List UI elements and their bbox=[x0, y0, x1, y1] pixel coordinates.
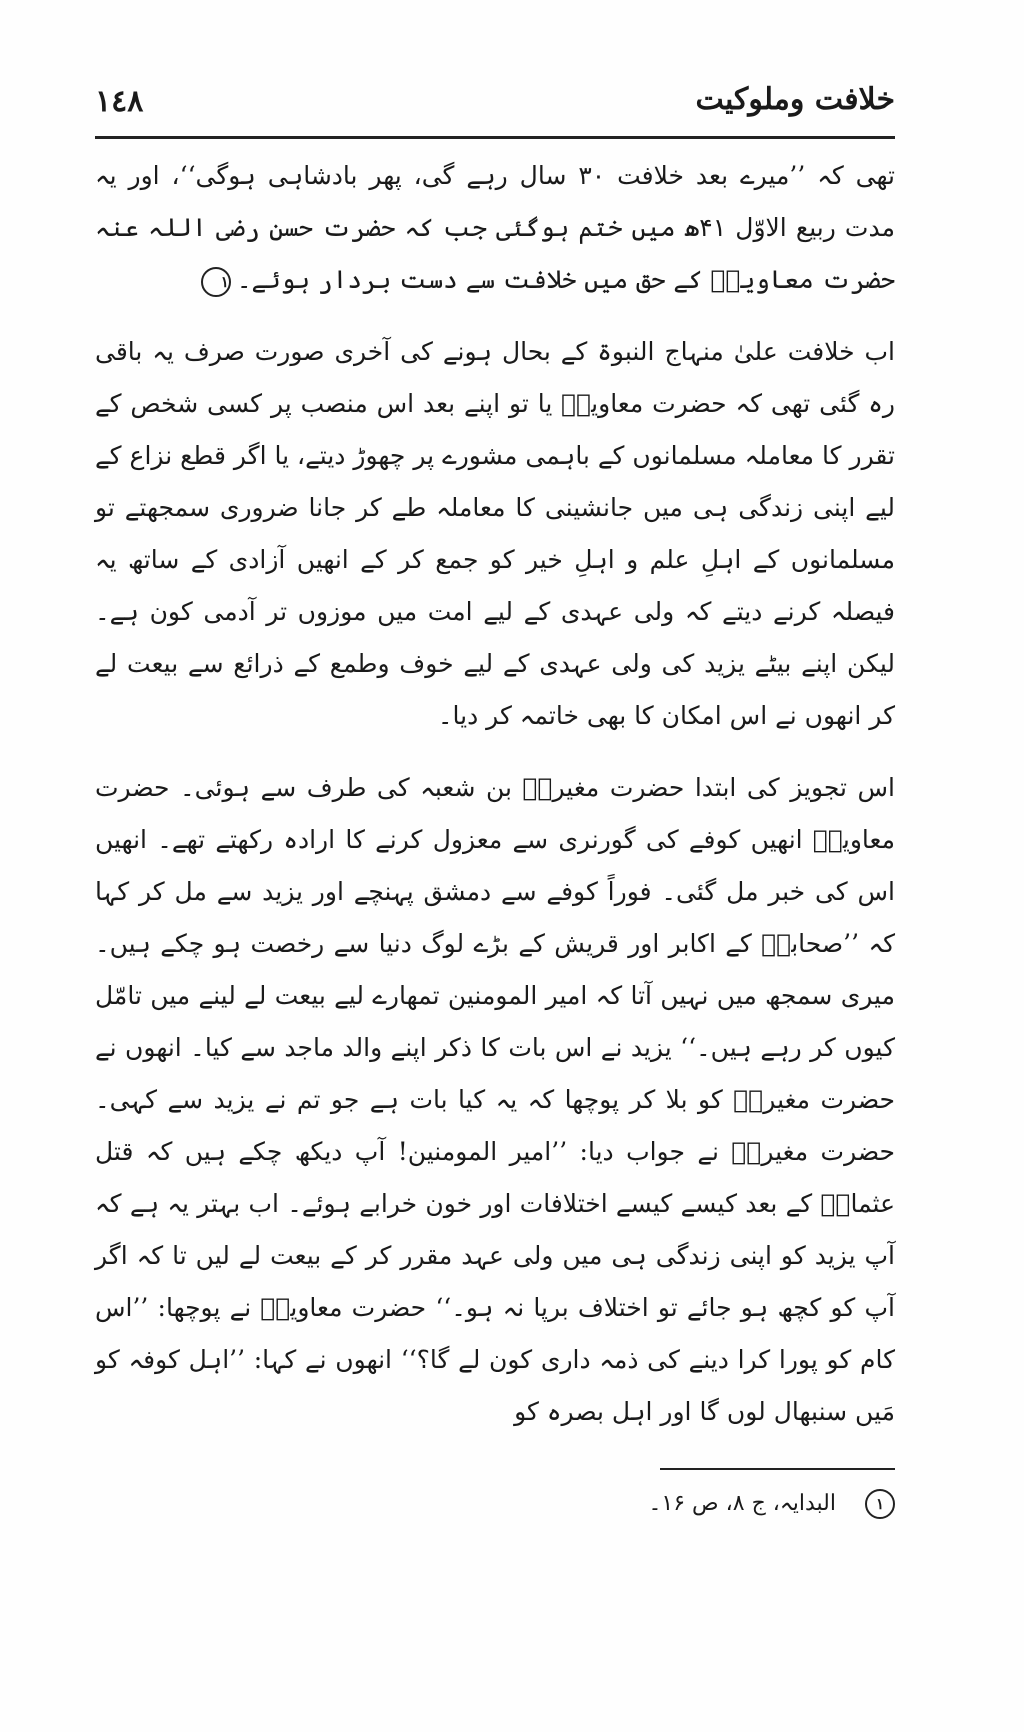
page-header bbox=[95, 80, 895, 136]
footnote-reference: ١ bbox=[201, 267, 231, 297]
header-divider bbox=[95, 136, 895, 139]
paragraph-3: اس تجویز کی ابتدا حضرت مغیرہؓ بن شعبہ کی طرف سے ہوئی۔ حضرت معاویہؓ انھیں کوفے کی گورنری سے معزول کرنے کا ارادہ رکھتے تھے۔ انھیں اس کی خبر مل گئی۔ فوراً کوفے سے دمشق پہنچے اور یزید سے مل کر کہا کہ ’’صحابہؓ کے اکابر اور قریش کے بڑے لوگ دنیا سے رخصت ہو چکے ہیں۔ میری سمجھ میں نہیں آتا کہ امیر المومنین تمھارے لیے بیعت لے لینے میں تامّل کیوں کر رہے ہیں۔‘‘ یزید نے اس بات کا ذکر اپنے والد ماجد سے کیا۔ انھوں نے حضرت مغیرہؓ کو بلا کر پوچھا کہ یہ کیا بات ہے جو تم نے یزید سے کہی۔ حضرت مغیرہؓ نے جواب دیا: ’’امیر المومنین! آپ دیکھ چکے ہیں کہ قتل عثمانؓ کے بعد کیسے کیسے اختلافات اور خون خرابے ہوئے۔ اب بہتر یہ ہے کہ آپ یزید کو اپنی زندگی ہی میں ولی عہد مقرر کر کے بیعت لے لیں تا کہ اگر آپ کو کچھ ہو جائے تو اختلاف برپا نہ ہو۔‘‘ حضرت معاویہؓ نے پوچھا: ’’اس کام کو پورا کرا دینے کی ذمہ داری کون لے گا؟‘‘ انھوں نے کہا: ’’اہل کوفہ کو مَیں سنبھال لوں گا اور اہل بصرہ کو bbox=[95, 773, 895, 1426]
paragraph-1-text: تھی کہ ’’میرے بعد خلافت ۳۰ سال رہے گی، پھر بادشاہی ہوگی‘‘، اور یہ مدت ربیع الاوّل ۴۱ھ میں ختم ہوگئی جب کہ حضرت حسن رضی اللہ عنہ حضرت معاویہؓ کے حق میں خلافت سے دست بردار ہوئے۔ bbox=[95, 161, 895, 294]
footnote-number: ١ bbox=[865, 1489, 895, 1519]
running-title: خلافت وملوکیت bbox=[695, 82, 895, 117]
page-number: ١٤٨ bbox=[95, 84, 144, 119]
paragraph-2: اب خلافت علیٰ منہاج النبوۃ کے بحال ہونے کی آخری صورت صرف یہ باقی رہ گئی تھی کہ حضرت معاویہؓ یا تو اپنے بعد اس منصب پر کسی شخص کے تقرر کا معاملہ مسلمانوں کے باہمی مشورے پر چھوڑ دیتے، یا اگر قطع نزاع کے لیے اپنی زندگی ہی میں جانشینی کا معاملہ طے کر جانا ضروری سمجھتے تو مسلمانوں کے اہلِ علم و اہلِ خیر کو جمع کر کے انھیں آزادی کے ساتھ یہ فیصلہ کرنے دیتے کہ ولی عہدی کے لیے امت میں موزوں تر آدمی کون ہے۔ لیکن اپنے بیٹے یزید کی ولی عہدی کے لیے خوف وطمع کے ذرائع سے بیعت لے کر انھوں نے اس امکان کا بھی خاتمہ کر دیا۔ bbox=[95, 337, 895, 730]
footnote-divider bbox=[660, 1468, 895, 1470]
footnote bbox=[95, 1484, 895, 1524]
main-text bbox=[95, 150, 895, 1458]
footnote-text: البدایہ، ج ۸، ص ۱۶۔ bbox=[648, 1491, 836, 1516]
paragraph-1 bbox=[95, 150, 895, 306]
